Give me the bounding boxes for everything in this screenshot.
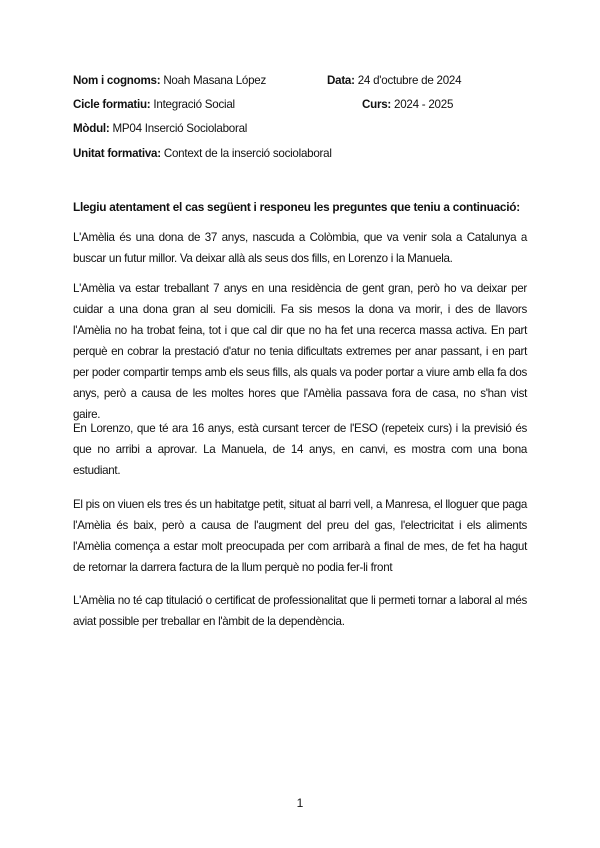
course-label: Curs: xyxy=(362,98,392,111)
module-label: Mòdul: xyxy=(73,122,110,135)
module-value: MP04 Inserció Sociolaboral xyxy=(112,122,248,135)
cycle-row xyxy=(73,97,235,113)
unit-row xyxy=(73,146,332,162)
paragraph-5: L'Amèlia no té cap titulació o certificat de professionalitat que li permeti tornar a laboral al més aviat possible per treballar en l'àmbit de la dependència. xyxy=(73,594,527,628)
unit-label: Unitat formativa: xyxy=(73,147,161,160)
paragraph-4: El pis on viuen els tres és un habitatge petit, situat al barri vell, a Manresa, el lloguer que paga l'Amèlia és baix, però a causa de l'augment del preu del gas, l'electricitat i els aliments l'Amèlia comença a estar molt preocupada per com arribarà a final de mes, de fet ha hagut de retornar la darrera factura de la llum perquè no podia fer-li front xyxy=(73,498,527,574)
paragraph-1: L'Amèlia és una dona de 37 anys, nascuda a Colòmbia, que va venir sola a Catalunya a buscar un futur millor. Va deixar allà als seus dos fills, en Lorenzo i la Manuela. xyxy=(73,231,527,265)
cycle-label: Cicle formatiu: xyxy=(73,98,151,111)
date-value: 24 d'octubre de 2024 xyxy=(357,74,462,87)
cycle-value: Integració Social xyxy=(153,98,235,111)
module-row xyxy=(73,121,247,137)
course-row xyxy=(362,97,453,113)
course-value: 2024 - 2025 xyxy=(394,98,454,111)
instructions-heading: Llegiu atentament el cas següent i responeu les preguntes que teniu a continuació: xyxy=(73,200,520,214)
name-label: Nom i cognoms: xyxy=(73,74,161,87)
date-label: Data: xyxy=(327,74,355,87)
paragraph-2: L'Amèlia va estar treballant 7 anys en una residència de gent gran, però ho va deixar per cuidar a una dona gran al seu domicili. Fa sis mesos la dona va morir, i des de llavors l'Amèlia no ha trobat feina, tot i que cal dir que no ha fet una recerca massa activa. En part perquè en cobrar la prestació d'atur no tenia dificultats extremes per anar passant, i en part per poder compartir temps amb els seus fills, als quals va poder portar a viure amb ella fa dos anys, però a causa de les moltes hores que l'Amèlia passava fora de casa, no s'han vist gaire. xyxy=(73,282,527,421)
name-row xyxy=(73,73,266,89)
paragraph-3: En Lorenzo, que té ara 16 anys, està cursant tercer de l'ESO (repeteix curs) i la previsió és que no arribi a aprovar. La Manuela, de 14 anys, en canvi, es mostra com una bona estudiant. xyxy=(73,422,527,477)
date-row xyxy=(327,73,461,89)
unit-value: Context de la inserció sociolaboral xyxy=(163,147,332,160)
page-number: 1 xyxy=(296,796,304,810)
name-value: Noah Masana López xyxy=(163,74,267,87)
